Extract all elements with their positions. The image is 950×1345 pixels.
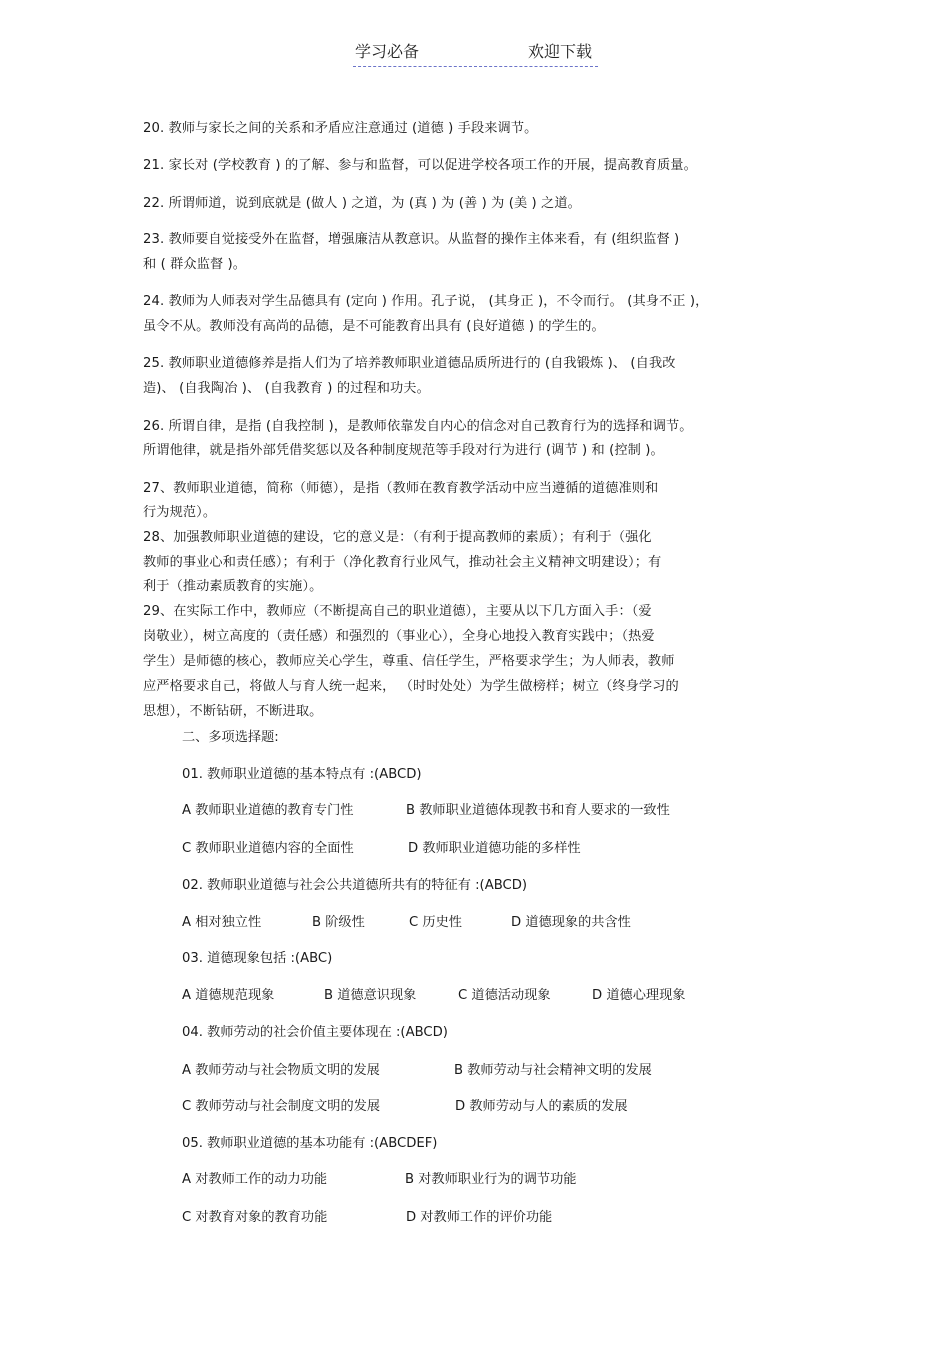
text-line: 28、加强教师职业道德的建设，它的意义是：（有利于提高教师的素质）；有利于（强化 [143,530,652,545]
answer-option: B 道德意识现象 [324,988,417,1003]
text-line: 22. 所谓师道，说到底就是 (做人 ) 之道，为 (真 ) 为 (善 ) 为 (美 ) 之道。 [143,196,581,211]
text-line: 26. 所谓自律，是指 (自我控制 )，是教师依靠发自内心的信念对自己教育行为的选择和调节。 [143,419,693,434]
text-line: 和 ( 群众监督 )。 [143,257,247,272]
answer-option: C 道德活动现象 [458,988,551,1003]
text-line: 23. 教师要自觉接受外在监督，增强廉洁从教意识。从监督的操作主体来看，有 (组织监督 ) [143,232,680,247]
text-line: 行为规范）。 [143,505,217,520]
answer-option: B 教师职业道德体现教书和育人要求的一致性 [406,803,670,818]
text-line: 27、教师职业道德，简称（师德），是指（教师在教育教学活动中应当遵循的道德准则和 [143,481,659,496]
answer-option: C 历史性 [409,915,462,930]
page-header [353,42,598,67]
text-line: 24. 教师为人师表对学生品德具有 (定向 ) 作用。孔子说， (其身正 )，不令而行。 (其身不正 )， [143,294,709,309]
text-line: 20. 教师与家长之间的关系和矛盾应注意通过 (道德 ) 手段来调节。 [143,121,538,136]
answer-option: D 道德现象的共含性 [511,915,631,930]
answer-option: D 教师劳动与人的素质的发展 [455,1099,628,1114]
text-line: 岗敬业），树立高度的（责任感）和强烈的（事业心），全身心地投入教育实践中；（热爱 [143,629,655,644]
answer-option: A 教师职业道德的教育专门性 [182,803,354,818]
text-line: 应严格要求自己，将做人与育人统一起来， （时时处处）为学生做榜样；树立（终身学习的 [143,679,679,694]
answer-option: C 教师职业道德内容的全面性 [182,841,354,856]
question-stem: 05. 教师职业道德的基本功能有 :(ABCDEF) [182,1136,438,1151]
answer-option: D 道德心理现象 [592,988,686,1003]
answer-option: A 对教师工作的动力功能 [182,1172,328,1187]
text-line: 教师的事业心和责任感）；有利于（净化教育行业风气，推动社会主义精神文明建设）；有 [143,555,662,570]
answer-option: B 阶级性 [312,915,365,930]
text-line: 利于（推动素质教育的实施）。 [143,579,323,594]
text-line: 造)、 (自我陶冶 )、 (自我教育 ) 的过程和功夫。 [143,381,430,396]
question-stem: 02. 教师职业道德与社会公共道德所共有的特征有 :(ABCD) [182,878,528,893]
text-line: 学生）是师德的核心，教师应关心学生，尊重、信任学生，严格要求学生；为人师表，教师 [143,654,675,669]
header-right-text: 欢迎下载 [527,42,592,61]
question-stem: 04. 教师劳动的社会价值主要体现在 :(ABCD) [182,1025,448,1040]
answer-option: B 对教师职业行为的调节功能 [405,1172,577,1187]
answer-option: A 道德规范现象 [182,988,275,1003]
text-line: 21. 家长对 (学校教育 ) 的了解、参与和监督，可以促进学校各项工作的开展，提高教育质量。 [143,158,697,173]
answer-option: C 对教育对象的教育功能 [182,1210,328,1225]
text-line: 思想），不断钻研，不断进取。 [143,704,323,719]
header-left-text: 学习必备 [355,42,420,61]
answer-option: A 相对独立性 [182,915,262,930]
question-stem: 03. 道德现象包括 :(ABC) [182,951,333,966]
answer-option: C 教师劳动与社会制度文明的发展 [182,1099,381,1114]
answer-option: A 教师劳动与社会物质文明的发展 [182,1063,380,1078]
answer-option: D 教师职业道德功能的多样性 [408,841,581,856]
section-title: 二、多项选择题: [182,730,279,745]
text-line: 虽令不从。教师没有高尚的品德，是不可能教育出具有 (良好道德 ) 的学生的。 [143,319,605,334]
text-line: 29、在实际工作中，教师应（不断提高自己的职业道德），主要从以下几方面入手：（爱 [143,604,652,619]
answer-option: D 对教师工作的评价功能 [406,1210,553,1225]
text-line: 25. 教师职业道德修养是指人们为了培养教师职业道德品质所进行的 (自我锻炼 )、 (自我改 [143,356,676,371]
question-stem: 01. 教师职业道德的基本特点有 :(ABCD) [182,767,422,782]
answer-option: B 教师劳动与社会精神文明的发展 [454,1063,652,1078]
text-line: 所谓他律，就是指外部凭借奖惩以及各种制度规范等手段对行为进行 (调节 ) 和 (控制 )。 [143,443,664,458]
